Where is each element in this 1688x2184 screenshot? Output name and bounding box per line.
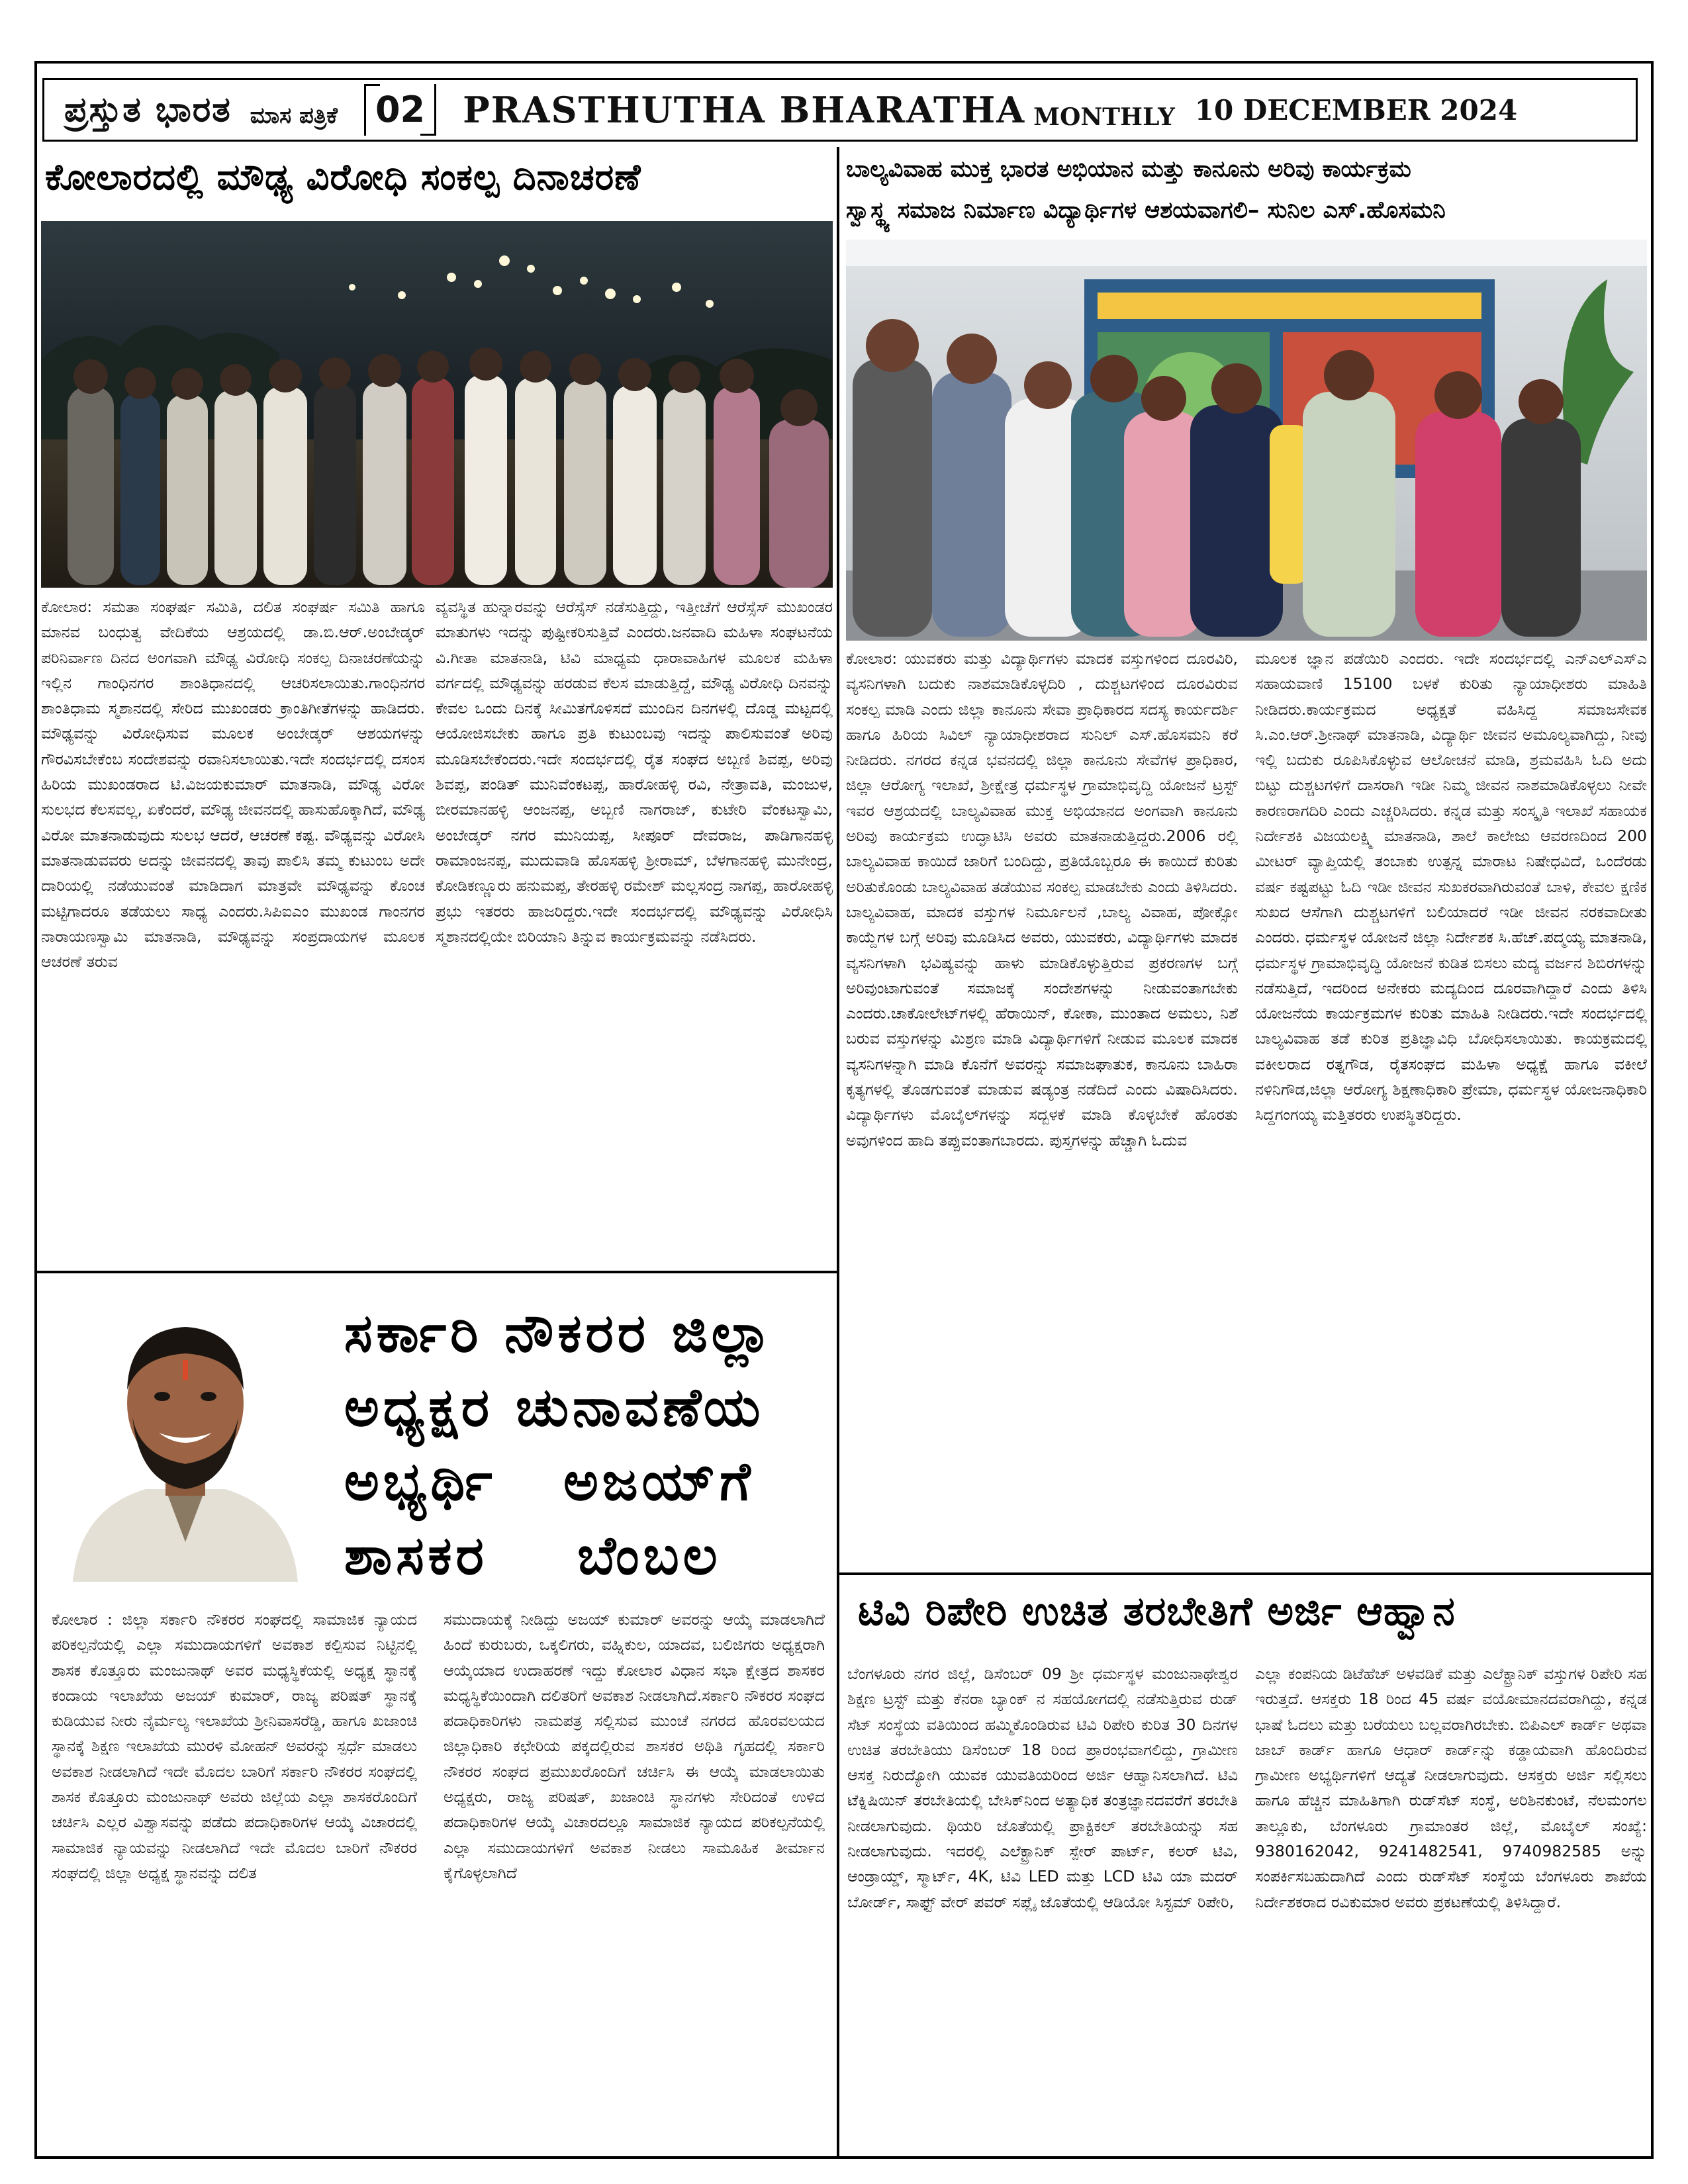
ajay-headline-line-2: ಅಧ್ಯಕ್ಷರ ಚುನಾವಣೆಯ	[344, 1377, 765, 1438]
ajay-headline-line-3: ಅಭ್ಯರ್ಥಿ ಅಜಯ್‌ಗೆ	[344, 1451, 755, 1512]
ajay-headline-line-1: ಸರ್ಕಾರಿ ನೌಕರರ ಜಿಲ್ಲಾ	[344, 1302, 775, 1364]
right-section-divider	[838, 1572, 1654, 1575]
tv-repair-article-column-2: ಎಲ್ಲಾ ಕಂಪನಿಯ ಡಿಟೆಹೆಚ್ ಅಳವಡಿಕೆ ಮತ್ತು ಎಲೆಕ್ಟ್ರಾನಿಕ್ ವಸ್ತುಗಳ ರಿಪೇರಿ ಸಹ ಇರುತ್ತದೆ. ಆಸಕ್ತರು 18 ರಿಂದ 45 ವರ್ಷ ವಯೋಮಾನದವರಾಗಿದ್ದು, ಕನ್ನಡ ಭಾಷೆ ಓದಲು ಮತ್ತು ಬರೆಯಲು ಬಲ್ಲವರಾಗಿರಬೇಕು. ಬಿಪಿಎಲ್ ಕಾರ್ಡ್ ಅಥವಾ ಜಾಬ್ ಕಾರ್ಡ್ ಹಾಗೂ ಆಧಾರ್ ಕಾರ್ಡ್‌ನ್ನು ಕಡ್ಡಾಯವಾಗಿ ಹೊಂದಿರುವ ಗ್ರಾಮೀಣ ಅಭ್ಯರ್ಥಿಗಳಿಗೆ ಆದ್ಯತೆ ನೀಡಲಾಗುವುದು. ಆಸಕ್ತರು ಅರ್ಜಿ ಸಲ್ಲಿಸಲು ಹಾಗೂ ಹೆಚ್ಚಿನ ಮಾಹಿತಿಗಾಗಿ ರುಡ್‌ಸೆಟ್ ಸಂಸ್ಥೆ, ಅರಿಶಿನಕುಂಟೆ, ನೆಲಮಂಗಲ ತಾಲ್ಲೂಕು, ಬೆಂಗಳೂರು ಗ್ರಾಮಾಂತರ ಜಿಲ್ಲೆ, ಮೊಬೈಲ್ ಸಂಖ್ಯೆ: 9380162042, 9241482541, 9740982585 ಅನ್ನು ಸಂಪರ್ಕಿಸಬಹುದಾಗಿದೆ ಎಂದು ರುಡ್‌ಸೆಟ್ ಸಂಸ್ಥೆಯ ಬೆಂಗಳೂರು ಶಾಖೆಯ ನಿರ್ದೇಶಕರಾದ ರವಿಕುಮಾರ ಅವರು ಪ್ರಕಟಣೆಯಲ್ಲಿ ತಿಳಿಸಿದ್ದಾರೆ.	[1255, 1664, 1647, 1911]
kolar-headline: ಕೋಲಾರದಲ್ಲಿ ಮೌಢ್ಯ ವಿರೋಧಿ ಸಂಕಲ್ಪ ದಿನಾಚರಣೆ	[45, 156, 641, 198]
ajay-article-column-1: ಕೋಲಾರ : ಜಿಲ್ಲಾ ಸರ್ಕಾರಿ ನೌಕರರ ಸಂಘದಲ್ಲಿ ಸಾಮಾಜಿಕ ನ್ಯಾಯದ ಪರಿಕಲ್ಪನೆಯಲ್ಲಿ ಎಲ್ಲಾ ಸಮುದಾಯಗಳಿಗೆ ಅವಕಾಶ ಕಲ್ಪಿಸುವ ನಿಟ್ಟಿನಲ್ಲಿ ಶಾಸಕ ಕೊತ್ತೂರು ಮಂಜುನಾಥ್ ಅವರ ಮಧ್ಯಸ್ಥಿಕೆಯಲ್ಲಿ ಅಧ್ಯಕ್ಷ ಸ್ಥಾನಕ್ಕೆ ಕಂದಾಯ ಇಲಾಖೆಯ ಅಜಯ್ ಕುಮಾರ್, ರಾಜ್ಯ ಪರಿಷತ್ ಸ್ಥಾನಕ್ಕೆ ಕುಡಿಯುವ ನೀರು ನೈರ್ಮಲ್ಯ ಇಲಾಖೆಯ ಶ್ರೀನಿವಾಸರೆಡ್ಡಿ, ಹಾಗೂ ಖಜಾಂಚಿ ಸ್ಥಾನಕ್ಕೆ ಶಿಕ್ಷಣ ಇಲಾಖೆಯ ಮುರಳಿ ಮೋಹನ್ ಅವರನ್ನು ಸ್ಪರ್ಧೆ ಮಾಡಲು ಅವಕಾಶ ನೀಡಲಾಗಿದೆ ಇದೇ ಮೊದಲ ಬಾರಿಗೆ ಸರ್ಕಾರಿ ನೌಕರರ ಸಂಘದಲ್ಲಿ ಶಾಸಕ ಕೊತ್ತೂರು ಮಂಜುನಾಥ್ ಅವರು ಜಿಲ್ಲೆಯ ಎಲ್ಲಾ ಶಾಸಕರೊಂದಿಗೆ ಚರ್ಚಿಸಿ ಎಲ್ಲರ ವಿಶ್ವಾಸವನ್ನು ಪಡೆದು ಪದಾಧಿಕಾರಿಗಳ ಆಯ್ಕೆ ವಿಚಾರದಲ್ಲಿ ಸಾಮಾಜಿಕ ನ್ಯಾಯವನ್ನು ನೀಡಲಾಗಿದೆ ಇದೇ ಮೊದಲ ಬಾರಿಗೆ ನೌಕರರ ಸಂಘದಲ್ಲಿ ಜಿಲ್ಲಾ ಅಧ್ಯಕ್ಷ ಸ್ಥಾನವನ್ನು ದಲಿತ	[52, 1610, 417, 1882]
ajay-article-column-2: ಸಮುದಾಯಕ್ಕೆ ನೀಡಿದ್ದು ಅಜಯ್ ಕುಮಾರ್ ಅವರನ್ನು ಆಯ್ಕೆ ಮಾಡಲಾಗಿದೆ ಹಿಂದೆ ಕುರುಬರು, ಒಕ್ಕಲಿಗರು, ವಹ್ನಿಕುಲ, ಯಾದವ, ಬಲಿಜಿಗರು ಅಧ್ಯಕ್ಷರಾಗಿ ಆಯ್ಕೆಯಾದ ಉದಾಹರಣೆ ಇದ್ದು ಕೋಲಾರ ವಿಧಾನ ಸಭಾ ಕ್ಷೇತ್ರದ ಶಾಸಕರ ಮಧ್ಯಸ್ಥಿಕೆಯಿಂದಾಗಿ ದಲಿತರಿಗೆ ಅವಕಾಶ ನೀಡಲಾಗಿದೆ.ಸರ್ಕಾರಿ ನೌಕರರ ಸಂಘದ ಪದಾಧಿಕಾರಿಗಳು ನಾಮಪತ್ರ ಸಲ್ಲಿಸುವ ಮುಂಚೆ ನಗರದ ಹೊರವಲಯದ ಜಿಲ್ಲಾಧಿಕಾರಿ ಕಛೇರಿಯ ಪಕ್ಕದಲ್ಲಿರುವ ಶಾಸಕರ ಅಥಿತಿ ಗೃಹದಲ್ಲಿ ಸರ್ಕಾರಿ ನೌಕರರ ಸಂಘದ ಪ್ರಮುಖರೊಂದಿಗೆ ಚರ್ಚಿಸಿ ಈ ಆಯ್ಕೆ ಮಾಡಲಾಯಿತು ಅಧ್ಯಕ್ಷರು, ರಾಜ್ಯ ಪರಿಷತ್, ಖಜಾಂಚಿ ಸ್ಥಾನಗಳು ಸೇರಿದಂತೆ ಉಳಿದ ಪದಾಧಿಕಾರಿಗಳ ಆಯ್ಕೆ ವಿಚಾರದಲ್ಲೂ ಸಾಮಾಜಿಕ ನ್ಯಾಯದ ಪರಿಕಲ್ಪನೆಯಲ್ಲಿ ಎಲ್ಲಾ ಸಮುದಾಯಗಳಿಗೆ ಅವಕಾಶ ನೀಡಲು ಸಾಮೂಹಿಕ ತೀರ್ಮಾನ ಕೈಗೊಳ್ಳಲಾಗಿದೆ	[444, 1610, 825, 1882]
kolar-article-column-1: ಕೋಲಾರ: ಸಮತಾ ಸಂಘರ್ಷ ಸಮಿತಿ, ದಲಿತ ಸಂಘರ್ಷ ಸಮಿತಿ ಹಾಗೂ ಮಾನವ ಬಂಧುತ್ವ ವೇದಿಕೆಯ ಆಶ್ರಯದಲ್ಲಿ ಡಾ.ಬಿ.ಆರ್.ಅಂಬೇಡ್ಕರ್ ಪರಿನಿರ್ವಾಣ ದಿನದ ಅಂಗವಾಗಿ ಮೌಢ್ಯ ವಿರೋಧಿ ಸಂಕಲ್ಪ ದಿನಾಚರಣೆಯನ್ನು ಇಲ್ಲಿನ ಗಾಂಧಿನಗರ ಶಾಂತಿಧಾನದಲ್ಲಿ ಆಚರಿಸಲಾಯಿತು.ಗಾಂಧಿನಗರ ಶಾಂತಿಧಾಮ ಸ್ಮಶಾನದಲ್ಲಿ ಸೇರಿದ ಮುಖಂಡರು ಕ್ರಾಂತಿಗೀತೆಗಳನ್ನು ಹಾಡಿದರು. ಮೌಢ್ಯವನ್ನು ವಿರೋಧಿಸುವ ಮೂಲಕ ಅಂಬೇಡ್ಕರ್ ಆಶಯಗಳನ್ನು ಗೌರವಿಸಬೇಕೆಂಬ ಸಂದೇಶವನ್ನು ರವಾನಿಸಲಾಯಿತು.ಇದೇ ಸಂದರ್ಭದಲ್ಲಿ ದಸಂಸ ಹಿರಿಯ ಮುಖಂಡರಾದ ಟಿ.ವಿಜಯಕುಮಾರ್ ಮಾತನಾಡಿ, ಮೌಢ್ಯ ವಿರೋ ಸುಲಭದ ಕೆಲಸವಲ್ಲ, ಏಕೆಂದರೆ, ಮೌಢ್ಯ ಜೀವನದಲ್ಲಿ ಹಾಸುಹೊಕ್ಕಾಗಿದೆ, ಮೌಢ್ಯ ವಿರೋ ಮಾತನಾಡುವುದು ಸುಲಭ ಆದರೆ, ಆಚರಣೆ ಕಷ್ಟ. ವೌಢ್ಯವನ್ನು ವಿರೋಸಿ ಮಾತನಾಡುವವರು ಅದನ್ನು ಜೀವನದಲ್ಲಿ ತಾವು ಪಾಲಿಸಿ ತಮ್ಮ ಕುಟುಂಬ ಅದೇ ದಾರಿಯಲ್ಲಿ ನಡೆಯುವಂತೆ ಮಾಡಿದಾಗ ಮಾತ್ರವೇ ಮೌಢ್ಯವನ್ನು ಕೊಂಚ ಮಟ್ಟಿಗಾದರೂ ತಡೆಯಲು ಸಾಧ್ಯ ಎಂದರು.ಸಿಪಿಐಎಂ ಮುಖಂಡ ಗಾಂನಗರ ನಾರಾಯಣಸ್ವಾಮಿ ಮಾತನಾಡಿ, ಮೌಢ್ಯವನ್ನು ಸಂಪ್ರದಾಯಗಳ ಮೂಲಕ ಆಚರಣೆ ತರುವ	[41, 598, 425, 972]
candidate-portrait	[66, 1291, 305, 1582]
issue-date: 10 DECEMBER 2024	[1194, 93, 1518, 126]
child-marriage-headline-line-1: ಬಾಲ್ಯವಿವಾಹ ಮುಕ್ತ ಭಾರತ ಅಭಿಯಾನ ಮತ್ತು ಕಾನೂನು ಅರಿವು ಕಾರ್ಯಕ್ರಮ	[846, 156, 1411, 183]
child-marriage-article-column-2: ಮೂಲಕ ಜ್ಞಾನ ಪಡೆಯಿರಿ ಎಂದರು. ಇದೇ ಸಂದರ್ಭದಲ್ಲಿ ಎನ್‌ಎಲ್‌ಎಸ್‌ಎ ಸಹಾಯವಾಣಿ 15100 ಬಳಕೆ ಕುರಿತು ನ್ಯಾಯಾಧೀಶರು ಮಾಹಿತಿ ನೀಡಿದರು.ಕಾರ್ಯಕ್ರಮದ ಅಧ್ಯಕ್ಷತೆ ವಹಿಸಿದ್ದ ಸಮಾಜಸೇವಕ ಸಿ.ಎಂ.ಆರ್.ಶ್ರೀನಾಥ್ ಮಾತನಾಡಿ, ವಿದ್ಯಾರ್ಥಿ ಜೀವನ ಅಮೂಲ್ಯವಾಗಿದ್ದು, ನೀವು ಇಲ್ಲಿ ಬದುಕು ರೂಪಿಸಿಕೊಳ್ಳುವ ಆಲೋಚನೆ ಮಾಡಿ, ಶ್ರಮವಹಿಸಿ ಓದಿ ಅದು ಬಿಟ್ಟು ದುಶ್ಚಟಗಳಿಗೆ ದಾಸರಾಗಿ ಇಡೀ ನಿಮ್ಮ ಜೀವನ ನಾಶಮಾಡಿಕೊಳ್ಳಲು ನೀವೇ ಕಾರಣರಾಗದಿರಿ ಎಂದು ಎಚ್ಚರಿಸಿದರು. ಕನ್ನಡ ಮತ್ತು ಸಂಸ್ಕೃತಿ ಇಲಾಖೆ ಸಹಾಯಕ ನಿರ್ದೇಶಕಿ ವಿಜಯಲಕ್ಷ್ಮಿ ಮಾತನಾಡಿ, ಶಾಲೆ ಕಾಲೇಜು ಆವರಣದಿಂದ 200 ಮೀಟರ್ ವ್ಯಾಪ್ತಿಯಲ್ಲಿ ತಂಬಾಕು ಉತ್ಪನ್ನ ಮಾರಾಟ ನಿಷೇಧವಿದೆ, ಒಂದೆರಡು ವರ್ಷ ಕಷ್ಟಪಟ್ಟು ಓದಿ ಇಡೀ ಜೀವನ ಸುಖಕರವಾಗಿರುವಂತೆ ಬಾಳಿ, ಕೇವಲ ಕ್ಷಣಿಕ ಸುಖದ ಆಸೆಗಾಗಿ ದುಶ್ಚಟಗಳಿಗೆ ಬಲಿಯಾದರೆ ಇಡೀ ಜೀವನ ನರಕವಾದೀತು ಎಂದರು. ಧರ್ಮಸ್ಥಳ ಯೋಜನೆ ಜಿಲ್ಲಾ ನಿರ್ದೇಶಕ ಸಿ.ಹೆಚ್.ಪದ್ಮಯ್ಯ ಮಾತನಾಡಿ, ಧರ್ಮಸ್ಥಳ ಗ್ರಾಮಾಭಿವೃದ್ಧಿ ಯೋಜನೆ ಕುಡಿತ ಬಿಸಲು ಮದ್ಯ ವರ್ಜನ ಶಿಬಿರಗಳನ್ನು ನಡೆಸುತ್ತಿದೆ, ಇದರಿಂದ ಅನೇಕರು ಮದ್ಯದಿಂದ ದೂರವಾಗಿದ್ದಾರೆ ಎಂದು ತಿಳಿಸಿ ಯೋಜನೆಯ ಕಾರ್ಯಕ್ರಮಗಳ ಕುರಿತು ಮಾಹಿತಿ ನೀಡಿದರು.ಇದೇ ಸಂದರ್ಭದಲ್ಲಿ ಬಾಲ್ಯವಿವಾಹ ತಡೆ ಕುರಿತ ಪ್ರತಿಜ್ಞಾವಿಧಿ ಬೋಧಿಸಲಾಯಿತು. ಕಾಯಕ್ರಮದಲ್ಲಿ ವಕೀಲರಾದ ರತ್ನಗೌಡ, ರೈತಸಂಘದ ಮಹಿಳಾ ಅಧ್ಯಕ್ಷೆ ಹಾಗೂ ವಕೀಲೆ ನಳಿನಿಗೌಡ,ಜಿಲ್ಲಾ ಆರೋಗ್ಯ ಶಿಕ್ಷಣಾಧಿಕಾರಿ ಪ್ರೇಮಾ, ಧರ್ಮಸ್ಥಳ ಯೋಜನಾಧಿಕಾರಿ ಸಿದ್ದಗಂಗಯ್ಯ ಮತ್ತಿತರರು ಉಪಸ್ಥಿತರಿದ್ದರು.	[1255, 649, 1647, 1124]
child-marriage-event-photo	[846, 240, 1647, 641]
masthead-english-subtitle: MONTHLY	[1033, 103, 1175, 131]
masthead	[42, 78, 1638, 142]
masthead-english-title: PRASTHUTHA BHARATHA	[463, 89, 1026, 131]
masthead-kannada-title: ಪ್ರಸ್ತುತ ಭಾರತ	[64, 89, 232, 130]
center-column-divider	[837, 147, 839, 2159]
page-number: 02	[364, 84, 436, 136]
tv-repair-article-column-1: ಬೆಂಗಳೂರು ನಗರ ಜಿಲ್ಲೆ, ಡಿಸೆಂಬರ್ 09 ಶ್ರೀ ಧರ್ಮಸ್ಥಳ ಮಂಜುನಾಥೇಶ್ವರ ಶಿಕ್ಷಣ ಟ್ರಸ್ಟ್ ಮತ್ತು ಕೆನರಾ ಬ್ಯಾಂಕ್ ನ ಸಹಯೋಗದಲ್ಲಿ ನಡೆಸುತ್ತಿರುವ ರುಡ್ ಸೆಟ್ ಸಂಸ್ಥೆಯ ವತಿಯಿಂದ ಹಮ್ಮಿಕೊಂಡಿರುವ ಟಿವಿ ರಿಪೇರಿ ಕುರಿತ 30 ದಿನಗಳ ಉಚಿತ ತರಬೇತಿಯು ಡಿಸೆಂಬರ್ 18 ರಿಂದ ಪ್ರಾರಂಭವಾಗಲಿದ್ದು, ಗ್ರಾಮೀಣ ಆಸಕ್ತ ನಿರುದ್ಯೋಗಿ ಯುವಕ ಯುವತಿಯರಿಂದ ಅರ್ಜಿ ಆಹ್ವಾನಿಸಲಾಗಿದೆ. ಟಿವಿ ಟೆಕ್ನಿಷಿಯಿನ್ ತರಬೇತಿಯಲ್ಲಿ ಬೇಸಿಕ್‌ನಿಂದ ಅತ್ಯಾಧಿಕ ತಂತ್ರಜ್ಞಾನದವರೆಗೆ ತರಬೇತಿ ನೀಡಲಾಗುವುದು. ಥಿಯರಿ ಜೊತೆಯಲ್ಲಿ ಪ್ರಾಕ್ಟಿಕಲ್ ತರಬೇತಿಯನ್ನು ಸಹ ನೀಡಲಾಗುವುದು. ಇದರಲ್ಲಿ ಎಲೆಕ್ಟ್ರಾನಿಕ್ ಸ್ಪೇರ್ ಪಾರ್ಟ್, ಕಲರ್ ಟಿವಿ, ಆಂಡ್ರಾಯ್ಡ್, ಸ್ಮಾರ್ಟ್, 4K, ಟಿವಿ LED ಮತ್ತು LCD ಟಿವಿ ಯಾ ಮದರ್ ಬೋರ್ಡ್, ಸಾಫ್ಟ್ ವೇರ್ ಪವರ್ ಸಪ್ಲೈ ಜೊತೆಯಲ್ಲಿ ಆಡಿಯೋ ಸಿಸ್ಟಮ್ ರಿಪೇರಿ,	[847, 1664, 1238, 1911]
child-marriage-article-column-1: ಕೋಲಾರ: ಯುವಕರು ಮತ್ತು ವಿದ್ಯಾರ್ಥಿಗಳು ಮಾದಕ ವಸ್ತುಗಳಿಂದ ದೂರವಿರಿ, ವ್ಯಸನಿಗಳಾಗಿ ಬದುಕು ನಾಶಮಾಡಿಕೊಳ್ಳದಿರಿ , ದುಶ್ಚಟಗಳಿಂದ ದೂರವಿರುವ ಸಂಕಲ್ಪ ಮಾಡಿ ಎಂದು ಜಿಲ್ಲಾ ಕಾನೂನು ಸೇವಾ ಪ್ರಾಧಿಕಾರದ ಸದಸ್ಯ ಕಾರ್ಯದರ್ಶಿ ಹಾಗೂ ಹಿರಿಯ ಸಿವಿಲ್ ನ್ಯಾಯಾಧೀಶರಾದ ಸುನಿಲ್ ಎಸ್.ಹೊಸಮನಿ ಕರೆ ನೀಡಿದರು. ನಗರದ ಕನ್ನಡ ಭವನದಲ್ಲಿ ಜಿಲ್ಲಾ ಕಾನೂನು ಸೇವೆಗಳ ಪ್ರಾಧಿಕಾರ, ಜಿಲ್ಲಾ ಆರೋಗ್ಯ ಇಲಾಖೆ, ಶ್ರೀಕ್ಷೇತ್ರ ಧರ್ಮಸ್ಥಳ ಗ್ರಾಮಾಭಿವೃದ್ದಿ ಯೋಜನೆ ಟ್ರಸ್ಟ್ ಇವರ ಆಶ್ರಯದಲ್ಲಿ ಬಾಲ್ಯವಿವಾಹ ಮುಕ್ತ ಅಭಿಯಾನದ ಅಂಗವಾಗಿ ಕಾನೂನು ಅರಿವು ಕಾರ್ಯಕ್ರಮ ಉದ್ಘಾಟಿಸಿ ಅವರು ಮಾತನಾಡುತ್ತಿದ್ದರು.2006 ರಲ್ಲಿ ಬಾಲ್ಯವಿವಾಹ ಕಾಯಿದೆ ಜಾರಿಗೆ ಬಂದಿದ್ದು, ಪ್ರತಿಯೊಬ್ಬರೂ ಈ ಕಾಯಿದೆ ಕುರಿತು ಅರಿತುಕೊಂಡು ಬಾಲ್ಯವಿವಾಹ ತಡೆಯುವ ಸಂಕಲ್ಪ ಮಾಡಬೇಕು ಎಂದು ತಿಳಿಸಿದರು. ಬಾಲ್ಯವಿವಾಹ, ಮಾದಕ ವಸ್ತುಗಳ ನಿರ್ಮೂಲನೆ ,ಬಾಲ್ಯ ವಿವಾಹ, ಪೋಕ್ಸೋ ಕಾಯ್ದೆಗಳ ಬಗ್ಗೆ ಅರಿವು ಮೂಡಿಸಿದ ಅವರು, ಯುವಕರು, ವಿದ್ಯಾರ್ಥಿಗಳು ಮಾದಕ ವ್ಯಸನಿಗಳಾಗಿ ಭವಿಷ್ಯವನ್ನು ಹಾಳು ಮಾಡಿಕೊಳ್ಳುತ್ತಿರುವ ಪ್ರಕರಣಗಳ ಬಗ್ಗೆ ಅರಿವುಂಟಾಗುವಂತೆ ಸಮಾಜಕ್ಕೆ ಸಂದೇಶಗಳನ್ನು ನೀಡುವಂತಾಗಬೇಕು ಎಂದರು.ಚಾಕೋಲೇಟ್‌ಗಳಲ್ಲಿ ಹೆರಾಯಿನ್, ಕೋಕಾ, ಮುಂತಾದ ಅಮಲು, ನಿಶೆ ಬರುವ ವಸ್ತುಗಳನ್ನು ಮಿಶ್ರಣ ಮಾಡಿ ವಿದ್ಯಾರ್ಥಿಗಳಿಗೆ ನೀಡುವ ಮೂಲಕ ಮಾದಕ ವ್ಯಸನಿಗಳನ್ನಾಗಿ ಮಾಡಿ ಕೊನೆಗೆ ಅವರನ್ನು ಸಮಾಜಘಾತುಕ, ಕಾನೂನು ಬಾಹಿರಾ ಕೃತ್ಯಗಳಲ್ಲಿ ತೊಡಗುವಂತೆ ಮಾಡುವ ಷಡ್ಯಂತ್ರ ನಡೆದಿದೆ ಎಂದು ವಿಷಾದಿಸಿದರು. ವಿದ್ಯಾರ್ಥಿಗಳು ಮೊಬೈಲ್‌ಗಳನ್ನು ಸದ್ಬಳಕೆ ಮಾಡಿ ಕೊಳ್ಳಬೇಕೆ ಹೊರತು ಅವುಗಳಿಂದ ಹಾದಿ ತಪ್ಪುವಂತಾಗಬಾರದು. ಪುಸ್ತಗಳನ್ನು ಹೆಚ್ಚಾಗಿ ಓದುವ	[846, 649, 1238, 1150]
left-section-divider	[34, 1271, 838, 1273]
child-marriage-headline-line-2: ಸ್ವಾಸ್ಥ್ಯ ಸಮಾಜ ನಿರ್ಮಾಣ ವಿದ್ಯಾರ್ಥಿಗಳ ಆಶಯವಾಗಲಿ– ಸುನಿಲ ಎಸ್.ಹೊಸಮನಿ	[846, 197, 1446, 224]
ajay-headline-line-4: ಶಾಸಕರ ಬೆಂಬಲ	[344, 1525, 722, 1586]
kolar-article-column-2: ವ್ಯವಸ್ಥಿತ ಹುನ್ನಾರವನ್ನು ಆರೆಸ್ಸೆಸ್ ನಡೆಸುತ್ತಿದ್ದು, ಇತ್ತೀಚೆಗೆ ಆರೆಸ್ಸೆಸ್ ಮುಖಂಡರ ಮಾತುಗಳು ಇದನ್ನು ಪುಷ್ಟೀಕರಿಸುತ್ತಿವೆ ಎಂದರು.ಜನವಾದಿ ಮಹಿಳಾ ಸಂಘಟನೆಯ ವಿ.ಗೀತಾ ಮಾತನಾಡಿ, ಟಿವಿ ಮಾಧ್ಯಮ ಧಾರಾವಾಹಿಗಳ ಮೂಲಕ ಮಹಿಳಾ ವರ್ಗದಲ್ಲಿ ಮೌಢ್ಯವನ್ನು ಹರಡುವ ಕೆಲಸ ಮಾಡುತ್ತಿದ್ದೆ, ಮೌಢ್ಯ ವಿರೋಧಿ ದಿನವನ್ನು ಕೇವಲ ಒಂದು ದಿನಕ್ಕೆ ಸೀಮಿತಗೊಳಿಸದೆ ಮುಂದಿನ ದಿನಗಳಲ್ಲಿ ದೊಡ್ಡ ಮಟ್ಟದಲ್ಲಿ ಆಯೋಜಿಸಬೇಕು ಹಾಗೂ ಪ್ರತಿ ಕುಟುಂಬವು ಇದನ್ನು ಪಾಲಿಸುವಂತೆ ಅರಿವು ಮೂಡಿಸಬೇಕೆಂದರು.ಇದೇ ಸಂದರ್ಭದಲ್ಲಿ ರೈತ ಸಂಘದ ಅಬ್ಬಣಿ ಶಿವಪ್ಪ, ಅರಿವು ಶಿವಪ್ಪ, ಪಂಡಿತ್ ಮುನಿವೆಂಕಟಪ್ಪ, ಹಾರೋಹಳ್ಳಿ ರವಿ, ನೇತ್ರಾವತಿ, ಮಂಜುಳ, ಬೀರಮಾನಹಳ್ಳಿ ಆಂಜನಪ್ಪ, ಅಬ್ಬಣಿ ನಾಗರಾಜ್, ಕುಟೇರಿ ವೆಂಕಟಸ್ವಾಮಿ, ಅಂಬೇಡ್ಕರ್ ನಗರ ಮುನಿಯಪ್ಪ, ಸೀಪೂರ್ ದೇವರಾಜ, ಪಾಡಿಗಾನಹಳ್ಳಿ ರಾಮಾಂಜನಪ್ಪ, ಮುದುವಾಡಿ ಹೊಸಹಳ್ಳಿ ಶ್ರೀರಾಮ್, ಬೆಳಗಾನಹಳ್ಳಿ ಮುನೇಂದ್ರ, ಕೋಡಿಕಣ್ಣೂರು ಹನುಮಪ್ಪ, ತೇರಹಳ್ಳಿ ರಮೇಶ್ ಮಲ್ಲಸಂದ್ರ ನಾಗಪ್ಪ, ಹಾರೋಹಳ್ಳಿ ಪ್ರಭು ಇತರರು ಹಾಜರಿದ್ದರು.ಇದೇ ಸಂದರ್ಭದಲ್ಲಿ ಮೌಢ್ಯವನ್ನು ವಿರೋಧಿಸಿ ಸ್ಮಶಾನದಲ್ಲಿಯೇ ಬಿರಿಯಾನಿ ತಿನ್ನುವ ಕಾರ್ಯಕ್ರಮವನ್ನು ನಡೆಸಿದರು.	[436, 598, 833, 946]
masthead-kannada-subtitle: ಮಾಸ ಪತ್ರಿಕೆ	[250, 103, 338, 129]
kolar-event-photo	[41, 221, 833, 588]
tv-repair-headline: ಟಿವಿ ರಿಪೇರಿ ಉಚಿತ ತರಬೇತಿಗೆ ಅರ್ಜಿ ಆಹ್ವಾನ	[858, 1588, 1456, 1635]
